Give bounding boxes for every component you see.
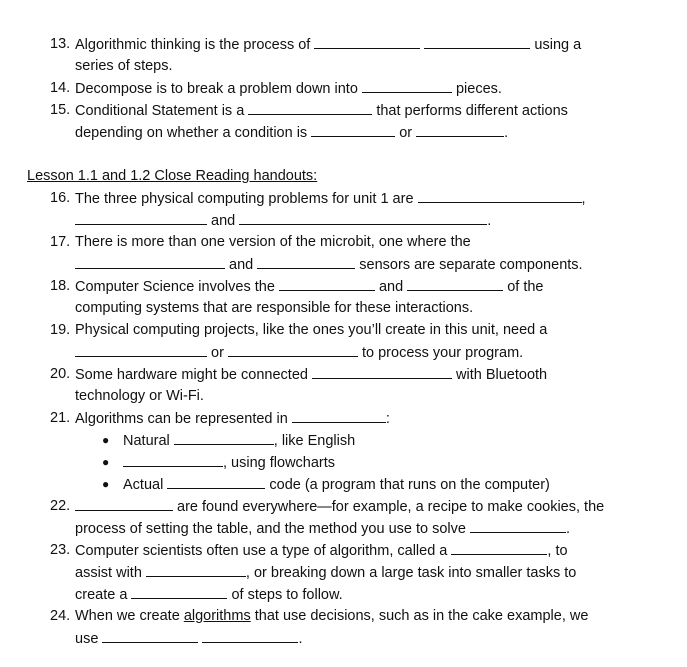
q15-blank-1[interactable] — [248, 101, 372, 115]
bullet-icon: ● — [102, 455, 110, 469]
q14-number: 14. — [50, 80, 71, 96]
q22-blank-2[interactable] — [470, 519, 566, 533]
q20-blank[interactable] — [312, 365, 452, 379]
q23-number: 23. — [50, 542, 71, 558]
q23-blank-1[interactable] — [451, 541, 547, 555]
q22-number: 22. — [50, 498, 71, 514]
q15-blank-3[interactable] — [416, 123, 504, 137]
q24-blank-1[interactable] — [102, 629, 198, 643]
q14-blank[interactable] — [362, 79, 452, 93]
q17-line1 — [75, 233, 471, 251]
q16-blank-1[interactable] — [418, 189, 582, 203]
q19-text: Physical computing projects, like the ones you’ll create in this unit, need a — [75, 322, 548, 338]
q17-blank-1[interactable] — [75, 255, 225, 269]
q20-line2 — [75, 387, 204, 405]
q13-number: 13. — [50, 36, 71, 52]
q23-line1 — [75, 541, 568, 560]
q17-text: There is more than one version of the microbit, one where the — [75, 234, 471, 250]
q15-text-5: . — [504, 125, 509, 141]
q15-text-2: that performs different actions — [376, 103, 568, 119]
q23-text-3: assist with — [75, 565, 142, 581]
q23-line3 — [75, 585, 343, 604]
q21-blank-2[interactable] — [174, 431, 274, 445]
q21-bullet-2 — [123, 453, 335, 472]
q17-text-3: sensors are separate components. — [359, 257, 583, 273]
q18-text-3: of the — [507, 279, 544, 295]
q17-text-2: and — [229, 257, 254, 273]
q23-text-5: create a — [75, 587, 128, 603]
q21-b2-text: , using flowcharts — [223, 455, 336, 471]
bullet-icon: ● — [102, 477, 110, 491]
q13-line2 — [75, 57, 173, 75]
q19-line1 — [75, 321, 547, 339]
q13-blank-1[interactable] — [314, 35, 420, 49]
q15-blank-2[interactable] — [311, 123, 395, 137]
q16-number: 16. — [50, 190, 71, 206]
q13-line1 — [75, 35, 581, 54]
q22-text: are found everywhere—for example, a recipe to make cookies, the — [177, 499, 605, 515]
q20-text-2: with Bluetooth — [456, 367, 548, 383]
q16-blank-3[interactable] — [239, 211, 487, 225]
bullet-icon: ● — [102, 433, 110, 447]
q23-line2 — [75, 563, 576, 582]
q21-b3-text: Actual — [123, 477, 164, 493]
q16-text-4: . — [487, 213, 492, 229]
q13-text-3: series of steps. — [75, 58, 173, 74]
q24-number: 24. — [50, 608, 71, 624]
q18-text-2: and — [378, 279, 404, 295]
q23-text-6: of steps to follow. — [231, 587, 343, 603]
q18-line2 — [75, 299, 473, 317]
q18-number: 18. — [50, 278, 71, 294]
q15-line1 — [75, 101, 568, 120]
q18-line1 — [75, 277, 544, 296]
q22-line1 — [75, 497, 604, 516]
q24-line1 — [75, 607, 588, 625]
q13-blank-2[interactable] — [424, 35, 530, 49]
q20-text: Some hardware might be connected — [75, 367, 308, 383]
q24-text-4: use — [75, 631, 99, 647]
q18-text-4: computing systems that are responsible for these interactions. — [75, 300, 474, 316]
q19-blank-2[interactable] — [228, 343, 358, 357]
q23-blank-2[interactable] — [146, 563, 246, 577]
q22-blank-1[interactable] — [75, 497, 173, 511]
q21-b3-text-2: code (a program that runs on the computer) — [269, 477, 550, 493]
q15-line2 — [75, 123, 508, 142]
q14-text-2: pieces. — [455, 81, 502, 97]
q21-blank-3[interactable] — [123, 453, 223, 467]
q20-line1 — [75, 365, 547, 384]
q18-blank-2[interactable] — [407, 277, 503, 291]
q22-text-3: . — [565, 521, 571, 537]
q18-blank-1[interactable] — [279, 277, 375, 291]
q17-blank-2[interactable] — [257, 255, 355, 269]
q13-text: Algorithmic thinking is the process of — [75, 37, 311, 53]
q19-text-3: to process your program. — [362, 345, 524, 361]
q15-text: Conditional Statement is a — [75, 103, 245, 119]
q21-bullet-1 — [123, 431, 355, 450]
q14-line1 — [75, 79, 502, 98]
q21-blank-4[interactable] — [167, 475, 265, 489]
q24-text-3: that use decisions, such as in the cake example, we — [254, 608, 589, 624]
q16-text-3: and — [211, 213, 236, 229]
q21-text-2: : — [385, 411, 390, 427]
q22-line2 — [75, 519, 570, 538]
q21-b1-text: Natural — [123, 433, 170, 449]
q21-line1 — [75, 409, 390, 428]
q24-blank-2[interactable] — [202, 629, 298, 643]
q15-text-3: depending on whether a condition is — [75, 125, 308, 141]
q21-number: 21. — [50, 410, 71, 426]
q19-text-2: or — [211, 345, 224, 361]
q16-line2 — [75, 211, 491, 230]
q21-bullet-3 — [123, 475, 550, 494]
q21-blank-1[interactable] — [292, 409, 386, 423]
q24-line2 — [75, 629, 302, 648]
q15-text-4: or — [399, 125, 413, 141]
q13-text-2: using a — [534, 37, 582, 53]
q15-number: 15. — [50, 102, 71, 118]
q16-line1 — [75, 189, 586, 208]
q18-text: Computer Science involves the — [75, 279, 275, 295]
q16-blank-2[interactable] — [75, 211, 207, 225]
q22-text-2: process of setting the table, and the method you use to solve — [75, 521, 466, 537]
q23-text-4: , or breaking down a large task into smaller tasks to — [245, 565, 577, 581]
q23-text-2: , to — [547, 543, 568, 559]
q16-text-2: , — [581, 191, 586, 207]
lesson-heading: Lesson 1.1 and 1.2 Close Reading handouts: — [27, 168, 318, 184]
algorithms-link[interactable]: algorithms — [183, 608, 251, 624]
q24-text: When we create — [75, 608, 180, 624]
q19-blank-1[interactable] — [75, 343, 207, 357]
q16-text: The three physical computing problems for unit 1 are — [75, 191, 414, 207]
q23-text: Computer scientists often use a type of algorithm, called a — [75, 543, 448, 559]
q21-text: Algorithms can be represented in — [75, 411, 288, 427]
q21-b1-text-2: , like English — [273, 433, 356, 449]
q14-text: Decompose is to break a problem down into — [75, 81, 358, 97]
q20-text-3: technology or Wi-Fi. — [75, 388, 204, 404]
q20-number: 20. — [50, 366, 71, 382]
q19-number: 19. — [50, 322, 71, 338]
q17-line2 — [75, 255, 583, 274]
q24-text-5: . — [298, 631, 303, 647]
q19-line2 — [75, 343, 523, 362]
q23-blank-3[interactable] — [131, 585, 227, 599]
q17-number: 17. — [50, 234, 71, 250]
